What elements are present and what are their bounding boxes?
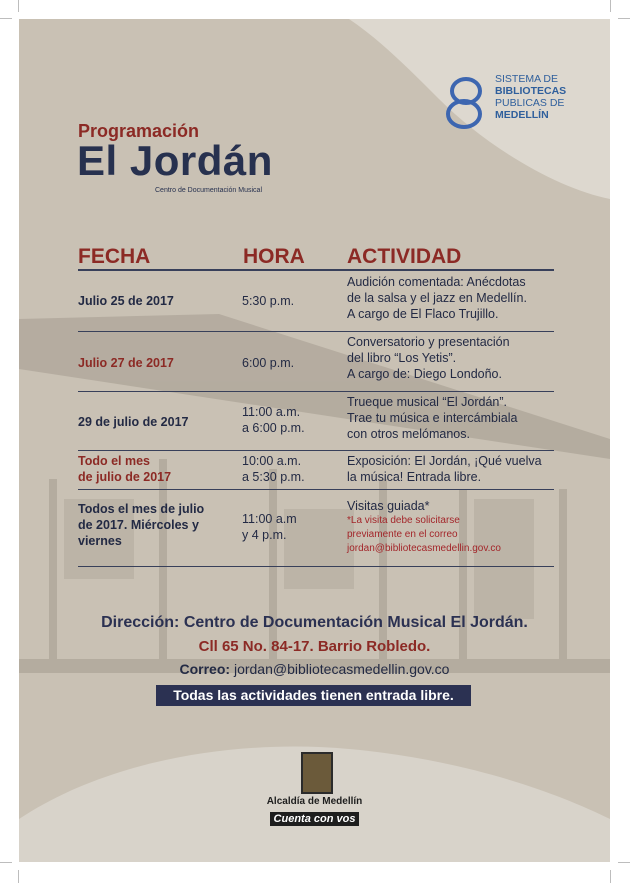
activity-line: la música! Entrada libre. (347, 470, 482, 484)
time-line: 11:00 a.m (242, 512, 297, 526)
logo-text (495, 73, 566, 121)
activity-line: A cargo de El Flaco Trujillo. (347, 307, 499, 321)
activity-line: Trueque musical “El Jordán”. (347, 395, 508, 409)
activity-line: con otros melómanos. (347, 427, 470, 441)
correo-line (19, 661, 610, 677)
row-time (242, 404, 305, 436)
note-email[interactable]: jordan@bibliotecasmedellin.gov.co (347, 543, 501, 554)
crop-mark (618, 18, 630, 19)
crop-mark (18, 0, 19, 12)
time-line: 10:00 a.m. (242, 454, 302, 468)
logo-line: MEDELLÍN (495, 109, 549, 121)
activity-line: Conversatorio y presentación (347, 335, 510, 349)
row-activity (347, 453, 542, 485)
row-activity (347, 498, 501, 556)
row-time: 5:30 p.m. (242, 294, 295, 308)
column-header-actividad: ACTIVIDAD (347, 245, 462, 268)
activity-line: Visitas guiada* (347, 499, 430, 513)
table-divider (78, 450, 554, 451)
activity-line: del libro “Los Yetis”. (347, 351, 457, 365)
row-activity (347, 394, 517, 442)
row-date: Julio 27 de 2017 (78, 356, 174, 370)
crop-mark (18, 870, 19, 883)
date-line: Todos el mes de julio (78, 502, 205, 516)
row-date (78, 501, 204, 549)
note-line: previamente en el correo (347, 529, 458, 540)
activity-line: Audición comentada: Anécdotas (347, 275, 526, 289)
row-time (242, 453, 305, 485)
medellin-seal-icon (301, 752, 333, 794)
logo-line: PUBLICAS DE (495, 97, 565, 109)
crop-mark (618, 862, 630, 863)
row-date (78, 453, 171, 485)
alcaldia-label: Alcaldía de Medellín (266, 796, 363, 807)
date-line: Todo el mes (78, 454, 151, 468)
address-text: Cll 65 No. 84-17. Barrio Robledo. (198, 638, 431, 655)
crop-mark (0, 18, 12, 19)
correo-label: Correo: (179, 661, 231, 677)
crop-mark (0, 862, 12, 863)
time-line: 11:00 a.m. (242, 405, 301, 419)
logo-line: SISTEMA DE (495, 73, 559, 85)
table-divider (78, 489, 554, 490)
poster (19, 19, 610, 862)
note-line: *La visita debe solicitarse (347, 515, 460, 526)
table-divider (78, 331, 554, 332)
date-line: de julio de 2017 (78, 470, 172, 484)
date-line: de 2017. Miércoles y (78, 518, 199, 532)
direccion-text: Dirección: Centro de Documentación Musical El Jordán. (101, 614, 528, 631)
row-time: 6:00 p.m. (242, 356, 295, 370)
page-title: El Jordán (77, 137, 273, 184)
date-line: viernes (78, 534, 122, 548)
slogan: Cuenta con vos (270, 812, 360, 826)
programacion-label: Programación (78, 121, 200, 141)
activity-line: Trae tu música e intercámbiala (347, 411, 518, 425)
row-activity (347, 334, 510, 382)
row-date: Julio 25 de 2017 (78, 294, 174, 308)
visit-note (347, 514, 501, 556)
row-activity (347, 274, 527, 322)
logo-line: BIBLIOTECAS (495, 85, 567, 97)
activity-line: de la salsa y el jazz en Medellín. (347, 291, 527, 305)
free-entry-banner: Todas las actividades tienen entrada libre. (156, 685, 471, 706)
page-subtitle: Centro de Documentación Musical (155, 187, 262, 194)
correo-email[interactable]: jordan@bibliotecasmedellin.gov.co (233, 661, 450, 677)
row-date: 29 de julio de 2017 (78, 415, 189, 429)
time-line: a 5:30 p.m. (242, 470, 305, 484)
table-divider (78, 391, 554, 392)
table-divider (78, 269, 554, 271)
crop-mark (610, 870, 611, 883)
time-line: a 6:00 p.m. (242, 421, 305, 435)
column-header-fecha: FECHA (78, 245, 151, 268)
table-divider (78, 566, 554, 567)
activity-line: Exposición: El Jordán, ¡Qué vuelva (347, 454, 542, 468)
activity-line: A cargo de: Diego Londoño. (347, 367, 502, 381)
row-time (242, 511, 297, 543)
crop-mark (610, 0, 611, 12)
time-line: y 4 p.m. (242, 528, 287, 542)
slogan-wrap (19, 809, 610, 827)
column-header-hora: HORA (243, 245, 305, 268)
